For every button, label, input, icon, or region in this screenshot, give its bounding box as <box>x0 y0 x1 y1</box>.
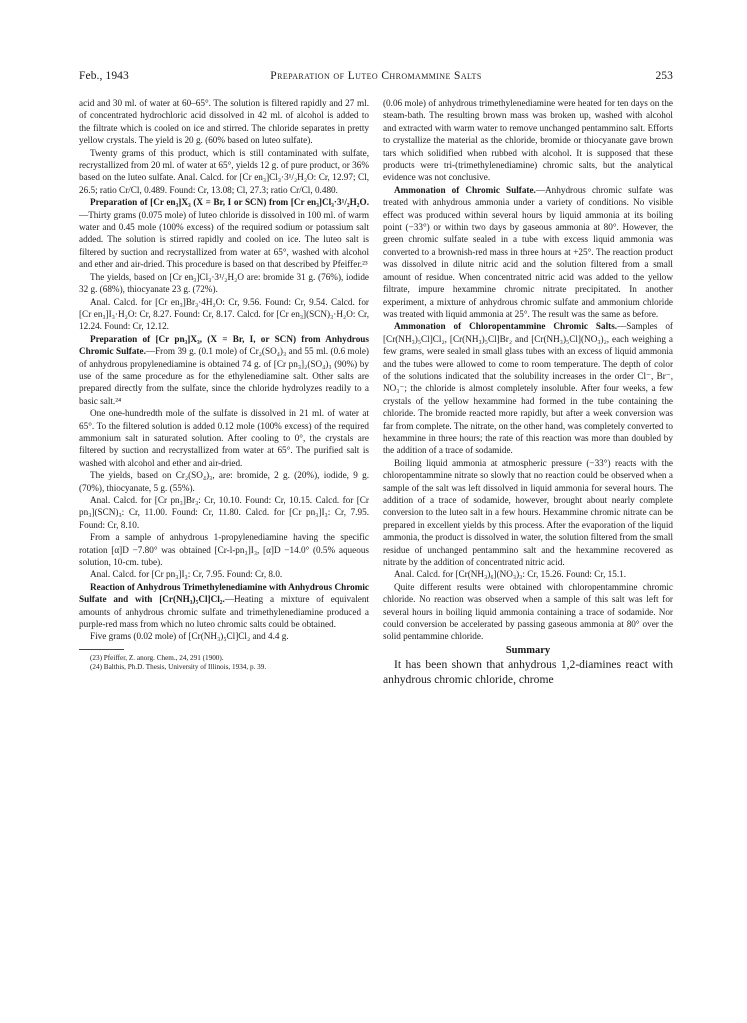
paragraph: The yields, based on [Cr en₃]Cl₃·3¹/₂H₂O are: bromide 31 g. (76%), iodide 32 g. (68%), thiocyanate 23 g. (72%). <box>79 271 369 295</box>
paragraph: The yields, based on Cr₂(SO₄)₃, are: bromide, 2 g. (20%), iodide, 9 g. (70%), thiocyanate, 5 g. (55%). <box>79 470 369 493</box>
header-date: Feb., 1943 <box>79 70 129 82</box>
paragraph <box>79 196 369 270</box>
paragraph-body: —Heating a mixture of equivalent amounts of anhydrous chromic sulfate and trimethylenediamine produced a purple-red mass from which no luteo chromic salts could be obtained. <box>79 594 369 630</box>
right-column <box>383 97 673 687</box>
paragraph: Anal. Calcd. for [Cr pn₃]Br₃: Cr, 10.10. Found: Cr, 10.15. Calcd. for [Cr pn₃](SCN)₃: Cr, 11.00. Found: Cr, 11.80. Calcd. for [Cr pn₃]I₃: Cr, 7.95. Found: Cr, 8.10. <box>79 495 369 530</box>
footnote: (24) Balthis, Ph.D. Thesis, University of Illinois, 1934, p. 39. <box>90 663 267 672</box>
paragraph <box>383 320 673 456</box>
paragraph: Five grams (0.02 mole) of [Cr(NH₃)₅Cl]Cl₂ and 4.4 g. <box>90 631 289 642</box>
paragraph: One one-hundredth mole of the sulfate is dissolved in 21 ml. of water at 65°. To the filtered solution is added 0.12 mole (100% excess) of the required ammonium salt in saturated solution. After cooling to 0°, the crystals are filtered by suction and recrystallized from water at 65°. The purified salt is washed with alcohol and ether and air-dried. <box>79 408 369 468</box>
section-heading: Preparation of [Cr en₃]X₃ (X = Br, I or SCN) from [Cr en₃]Cl₃·3¹/₂H₂O. <box>90 197 369 208</box>
footnote: (23) Pfeiffer, Z. anorg. Chem., 24, 291 (1900). <box>90 653 224 662</box>
paragraph: acid and 30 ml. of water at 60–65°. The solution is filtered rapidly and 27 ml. of concentrated hydrochloric acid dissolved in 42 ml. of alcohol is added to the filtrate which is cooled on ice and stirred. The chloride separates in pretty yellow crystals. The yield is 20 g. (60% based on luteo sulfate). <box>79 98 369 146</box>
page-number: 253 <box>655 70 673 82</box>
paragraph-body: —Anhydrous chromic sulfate was treated with anhydrous ammonia under a variety of conditions. No visible effect was produced within several hours by liquid ammonia at its boiling point (−33°) or within two days by gaseous ammonia at 80°. However, the green chromic sulfate sealed in a tube with excess liquid ammonia was converted to a brownish-red mass in three hours at +25°. The reaction product was dissolved in dilute nitric acid and the solution filtered from a small amount of residue. When concentrated nitric acid was added to the yellow filtrate, impure hexammine chromic nitrate precipitated. In another experiment, a mixture of anhydrous chromic sulfate and ammonium chloride was treated with liquid ammonia at 25°. The result was the same as before. <box>383 184 673 319</box>
paragraph: Twenty grams of this product, which is still contaminated with sulfate, recrystallized from 20 ml. of water at 65°, yields 12 g. of pure product, or 36% based on the luteo sulfate. Anal. Calcd. for [Cr en₃]Cl₃·3¹/₂H₂O: Cr, 12.97; Cl, 26.5; ratio Cr/Cl, 0.489. Found: Cr, 13.08; Cl, 27.3; ratio Cr/Cl, 0.480. <box>79 147 369 195</box>
paragraph: From a sample of anhydrous 1-propylenediamine having the specific rotation [α]D −7.80° was obtained [Cr-l-pn₃]I₃, [α]D −14.0° (0.5% aqueous solution, 10-cm. tube). <box>79 532 369 568</box>
running-header <box>79 70 673 88</box>
paragraph-body: —Samples of [Cr(NH₃)₅Cl]Cl₂, [Cr(NH₃)₅Cl]Br₂ and [Cr(NH₃)₅Cl](NO₃)₂, each weighing a few grams, were sealed in small glass tubes with an excess of liquid ammonia and the tubes were allowed to come to room temperature. The depth of color of the solutions indicated that the solubility increases in the order Cl⁻, Br⁻, NO₃⁻; the chloride is almost completely insoluble. After four weeks, a few crystals of the yellow hexammine had formed in the tube containing the chloride. The bromide reacted more rapidly, but after a week conversion was far from complete. The nitrate, on the other hand, was completely converted to hexammine in three hours; the rate of this reaction was more than doubled by the addition of a trace of sodamide. <box>383 321 673 456</box>
section-heading: Ammonation of Chloropentammine Chromic Salts. <box>394 321 618 332</box>
summary-paragraph: It has been shown that anhydrous 1,2-diamines react with anhydrous chromic chloride, chrome <box>383 658 673 686</box>
section-heading: Preparation of [Cr pn₃]X₃, (X = Br, I, or SCN) from Anhydrous Chromic Sulfate. <box>79 333 369 357</box>
summary-heading: Summary <box>505 644 551 656</box>
left-column <box>79 97 369 673</box>
section-heading: Ammonation of Chromic Sulfate. <box>394 184 536 195</box>
header-title: Preparation of Luteo Chromammine Salts <box>270 70 482 82</box>
paragraph: Anal. Calcd. for [Cr pn₃]I₃: Cr, 7.95. Found: Cr, 8.0. <box>90 569 283 580</box>
section-heading: Reaction of Anhydrous Trimethylenediamine with Anhydrous Chromic Sulfate and with [Cr(NH₃)₅Cl]Cl₂. <box>79 581 369 605</box>
paragraph <box>383 184 673 320</box>
paragraph: Boiling liquid ammonia at atmospheric pressure (−33°) reacts with the chloropentammine nitrate so slowly that no reaction could be observed when a sample of the salt was left dissolved in liquid ammonia for several hours. The addition of a trace of sodamide, however, brought about nearly complete conversion to the luteo salt in a few hours. Hexammine chromic nitrate can be prepared in excellent yields by this process. After the evaporation of the liquid ammonia, the product is dissolved in water, the solution filtered from the small residue of unchanged pentammino salt and the hexammine recovered as nitrate by the addition of concentrated nitric acid. <box>383 457 673 568</box>
paragraph: Anal. Calcd. for [Cr en₃]Br₃·4H₂O: Cr, 9.56. Found: Cr, 9.54. Calcd. for [Cr en₃]I₃·H₂O: Cr, 8.27. Found: Cr, 8.17. Calcd. for [Cr en₃](SCN)₃·H₂O: Cr, 12.24. Found: Cr, 12.12. <box>79 296 369 332</box>
paragraph-body: —Thirty grams (0.075 mole) of luteo chloride is dissolved in 100 ml. of warm water and 0.45 mole (100% excess) of the required sodium or potassium salt added. The solution is stirred rapidly and cooled on ice. The luteo salt is filtered by suction and recrystallized from water at 65°, washed with alcohol and ether and air-dried. This procedure is based on that described by Pfeiffer.²³ <box>79 209 369 270</box>
paragraph: Anal. Calcd. for [Cr(NH₃)₆](NO₃)₃: Cr, 15.26. Found: Cr, 15.1. <box>394 569 627 580</box>
footnote-rule <box>79 649 124 650</box>
paragraph: Quite different results were obtained with chloropentammine chromic chloride. No reaction was observed when a sample of this salt was left for several hours in boiling liquid ammonia containing a trace of sodamide. Nor could conversion be accelerated by passing gaseous ammonia at 80° over the solid pentammine chloride. <box>383 581 673 642</box>
paragraph: (0.06 mole) of anhydrous trimethylenediamine were heated for ten days on the steam-bath. The resulting brown mass was broken up, washed with alcohol and extracted with warm water to remove unchanged pentammino salt. Efforts to crystallize the material as the chloride, bromide or thiocyanate gave brown tars which solidified when rubbed with alcohol. It is supposed that these products were tri-(trimethylenediamine) chromic salts, but the analytical evidence was not conclusive. <box>383 98 673 183</box>
paragraph <box>79 581 369 631</box>
paragraph <box>79 333 369 407</box>
paragraph-body: —From 39 g. (0.1 mole) of Cr₂(SO₄)₃ and 55 ml. (0.6 mole) of anhydrous propylenediamine is obtained 74 g. of [Cr pn₃]₂(SO₄)₃ (90%) by use of the same procedure as for the ethylenediamine salt. Other salts are prepared directly from the sulfate, since the chloride hydrolyzes readily to a basic salt.²⁴ <box>79 346 369 406</box>
